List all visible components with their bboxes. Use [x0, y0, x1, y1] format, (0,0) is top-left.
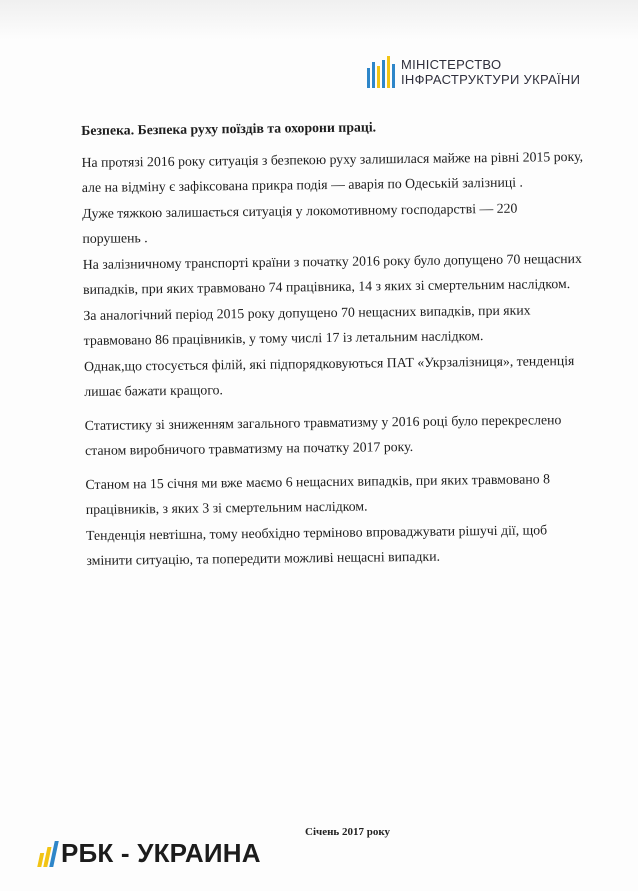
document-heading: Безпека. Безпека руху поїздів та охорони праці. [81, 119, 377, 138]
rbc-watermark [40, 838, 261, 869]
text-line: Станом на 15 січня ми вже маємо 6 нещасних випадків, при яких травмовано 8 [85, 470, 551, 492]
text-line: але на відміну є зафіксована прикра подія — аварія по Одеській залізниці . [81, 174, 524, 195]
document-body [81, 112, 607, 574]
text-line: Дуже тяжкою залишається ситуація у локомотивному господарстві — 220 [82, 200, 518, 221]
paragraph-block-1 [81, 143, 604, 404]
text-line: Однак,що стосується філій, які підпорядковуються ПАТ «Укрзалізниця», тенденція [83, 352, 575, 374]
rbc-watermark-text: РБК - УКРАИНА [61, 838, 261, 868]
text-line: На залізничному транспорті країни з початку 2016 року було допущено 70 нещасних [82, 250, 582, 272]
rbc-logo-icon [37, 841, 59, 867]
paragraph-block-2 [85, 406, 606, 463]
text-line: змінити ситуацію, та попередити можливі нещасні випадки. [86, 548, 441, 568]
ministry-logo-icon [367, 56, 395, 88]
ministry-logo-line1: МІНІСТЕРСТВО [401, 57, 502, 72]
document-date: Січень 2017 року [305, 826, 391, 838]
text-line: Статистику зі зниженням загального травматизму у 2016 році було перекреслено [84, 411, 562, 433]
ministry-logo-line2: ІНФРАСТРУКТУРИ УКРАЇНИ [401, 72, 581, 87]
paragraph-block-3 [85, 465, 606, 573]
text-line: станом виробничого травматизму на початку 2017 року. [84, 438, 414, 458]
text-line: Тенденція невтішна, тому необхідно терміново впроваджувати рішучі дії, щоб [86, 521, 548, 543]
ministry-logo-text [401, 57, 580, 87]
text-line: порушень . [82, 230, 148, 246]
scan-bleed [0, 0, 638, 40]
text-line: лишає бажати кращого. [84, 382, 224, 399]
text-line: За аналогічний період 2015 року допущено 70 нещасних випадків, при яких [83, 302, 531, 323]
text-line: працівників, з яких 3 зі смертельним наслідком. [85, 498, 368, 517]
ministry-logo [367, 56, 580, 88]
text-line: випадків, при яких травмовано 74 працівника, 14 з яких зі смертельним наслідком. [83, 276, 571, 297]
text-line: травмовано 86 працівників, у тому числі 17 із летальним наслідком. [83, 328, 484, 348]
text-line: На протязі 2016 року ситуація з безпекою руху залишилася майже на рівні 2015 року, [81, 148, 584, 170]
